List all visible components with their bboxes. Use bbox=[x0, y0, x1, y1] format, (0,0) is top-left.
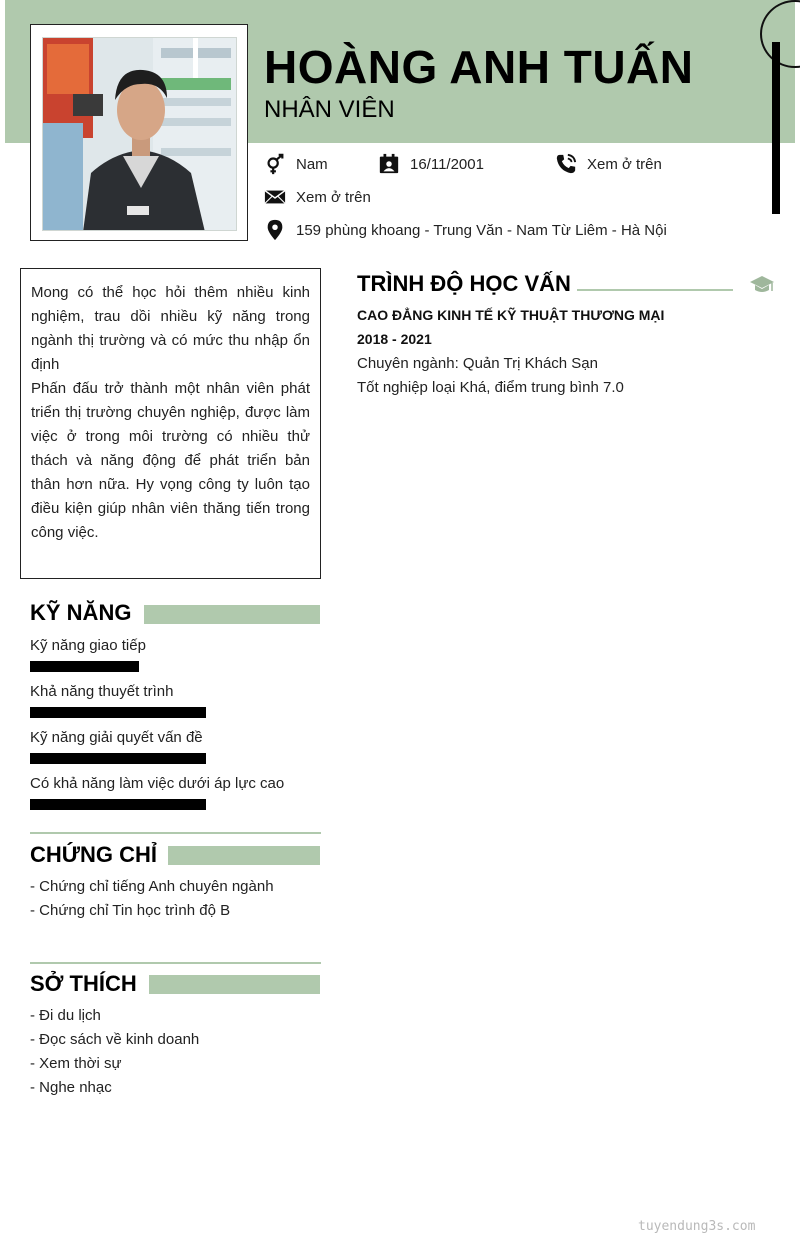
graduation-cap-icon bbox=[749, 273, 775, 300]
email-value: Xem ở trên bbox=[296, 188, 371, 206]
birthday-value: 16/11/2001 bbox=[410, 155, 484, 173]
skills-heading-bar bbox=[144, 605, 320, 624]
education-years: 2018 - 2021 bbox=[357, 331, 432, 347]
skill-label: Kỹ năng giải quyết vấn đề bbox=[30, 729, 203, 746]
skill-label: Khả năng thuyết trình bbox=[30, 683, 174, 700]
hobby-item: - Đọc sách về kinh doanh bbox=[30, 1031, 200, 1048]
certificate-item: - Chứng chỉ Tin học trình độ B bbox=[30, 902, 231, 919]
phone-info bbox=[555, 153, 662, 175]
hobby-item: - Xem thời sự bbox=[30, 1055, 122, 1072]
hobbies-divider bbox=[30, 962, 321, 964]
job-title: NHÂN VIÊN bbox=[264, 96, 395, 123]
birthday-info bbox=[378, 153, 484, 175]
gender-value: Nam bbox=[296, 155, 328, 173]
education-major: Chuyên ngành: Quản Trị Khách Sạn bbox=[357, 355, 598, 372]
gender-info bbox=[264, 153, 328, 175]
education-heading-line bbox=[577, 289, 733, 291]
skill-label: Có khả năng làm việc dưới áp lực cao bbox=[30, 775, 285, 792]
address-info bbox=[264, 219, 667, 241]
certificate-item: - Chứng chỉ tiếng Anh chuyên ngành bbox=[30, 878, 274, 895]
objective-paragraph: Mong có thể học hỏi thêm nhiều kinh nghiệm, trau dồi nhiều kỹ năng trong ngành thị trường và có mức thu nhập ổn định bbox=[31, 284, 310, 373]
decorative-vertical-bar bbox=[772, 42, 780, 214]
hobbies-heading-bar bbox=[149, 975, 320, 994]
email-info bbox=[264, 186, 371, 208]
education-heading: TRÌNH ĐỘ HỌC VẤN bbox=[357, 271, 571, 296]
profile-photo-frame bbox=[30, 24, 248, 241]
skill-level-bar bbox=[30, 799, 206, 810]
education-school: CAO ĐẲNG KINH TẾ KỸ THUẬT THƯƠNG MẠI bbox=[357, 307, 665, 323]
profile-photo bbox=[42, 37, 237, 231]
calendar-icon bbox=[378, 153, 400, 175]
gender-icon bbox=[264, 153, 286, 175]
hobby-item: - Đi du lịch bbox=[30, 1007, 101, 1024]
candidate-name: HOÀNG ANH TUẤN bbox=[264, 41, 694, 93]
address-value: 159 phùng khoang - Trung Văn - Nam Từ Liêm - Hà Nội bbox=[296, 221, 667, 239]
skills-heading: KỸ NĂNG bbox=[30, 600, 132, 625]
certificates-divider bbox=[30, 832, 321, 834]
objective-paragraph: Phấn đấu trở thành một nhân viên phát triển thị trường chuyên nghiệp, được làm việc ở trong môi trường có nhiều thử thách và năng động để phát triển bản thân hơn nữa. Hy vọng công ty luôn tạo điều kiện giúp nhân viên thăng tiến trong công việc. bbox=[31, 380, 310, 541]
envelope-icon bbox=[264, 186, 286, 208]
skill-level-bar bbox=[30, 661, 139, 672]
education-result: Tốt nghiệp loại Khá, điểm trung bình 7.0 bbox=[357, 379, 624, 396]
skill-level-bar bbox=[30, 707, 206, 718]
certificates-heading: CHỨNG CHỈ bbox=[30, 842, 158, 867]
phone-icon bbox=[555, 153, 577, 175]
skill-label: Kỹ năng giao tiếp bbox=[30, 637, 146, 654]
phone-value: Xem ở trên bbox=[587, 155, 662, 173]
career-objective bbox=[20, 268, 321, 579]
skill-level-bar bbox=[30, 753, 206, 764]
watermark: tuyendung3s.com bbox=[638, 1219, 756, 1234]
certificates-heading-bar bbox=[168, 846, 320, 865]
hobby-item: - Nghe nhạc bbox=[30, 1079, 112, 1096]
hobbies-heading: SỞ THÍCH bbox=[30, 971, 137, 996]
map-pin-icon bbox=[264, 219, 286, 241]
